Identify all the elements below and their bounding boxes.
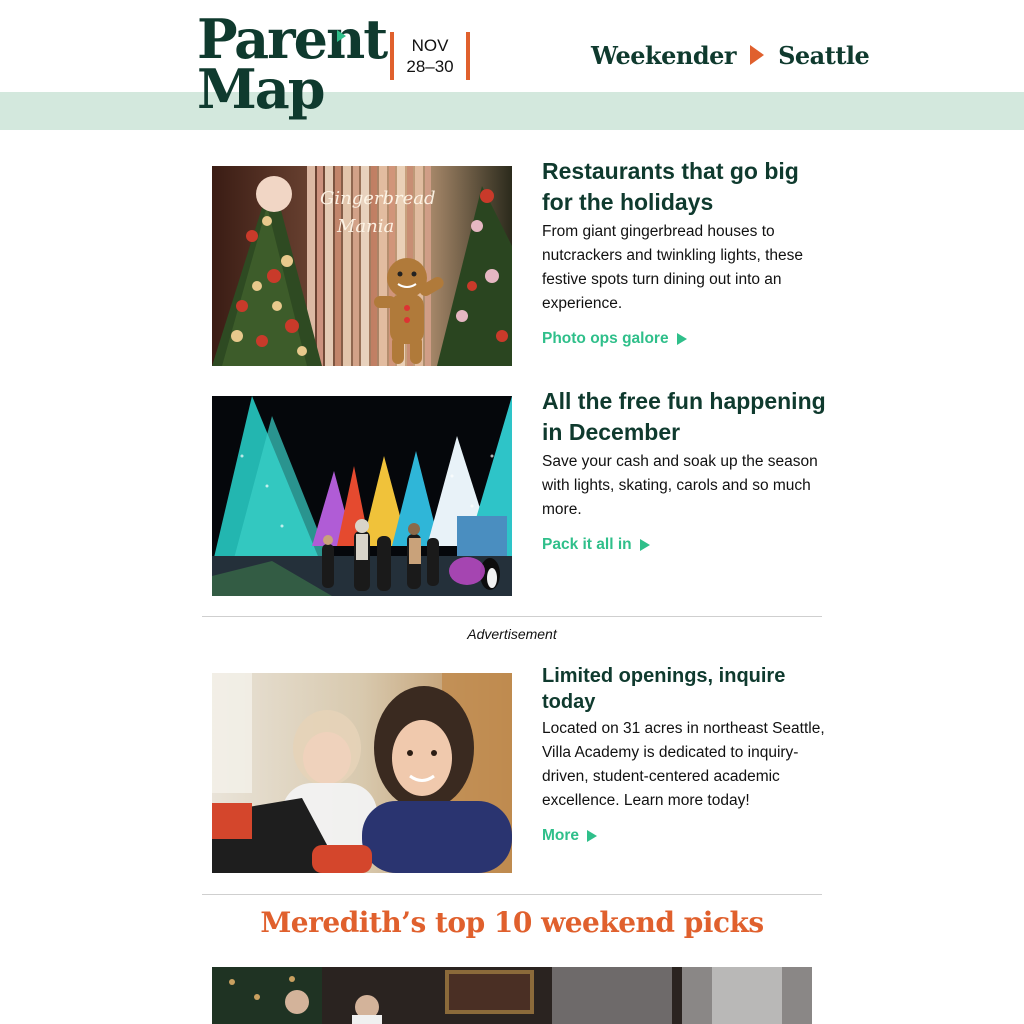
article-restaurants <box>212 158 824 366</box>
ad-headline[interactable]: Limited openings, inquire today <box>542 665 786 713</box>
newsletter-city: Seattle <box>778 40 870 70</box>
article-image-holiday-lights[interactable] <box>212 396 512 596</box>
article-blurb: From giant gingerbread houses to nutcrackers and twinkling lights, these festive spots turn dining out into an experience. <box>542 223 804 312</box>
photo-ops-link[interactable] <box>542 330 687 348</box>
neon-sign-line2: Mania <box>337 216 395 237</box>
section-divider <box>202 616 822 617</box>
article-free-fun <box>212 388 826 596</box>
arrow-right-icon <box>677 333 687 345</box>
cta-label: Pack it all in <box>542 536 632 553</box>
parentmap-logo[interactable] <box>197 7 387 124</box>
pack-it-all-in-link[interactable] <box>542 536 650 554</box>
ad-image-student[interactable] <box>212 673 512 873</box>
cta-label: Photo ops galore <box>542 330 669 347</box>
newsletter-title <box>591 38 869 72</box>
article-blurb: Save your cash and soak up the season with lights, skating, carols and so much more. <box>542 453 818 518</box>
article-headline[interactable]: All the free fun happening in December <box>542 388 826 445</box>
logo-word-map: Map <box>197 57 324 121</box>
date-range: 28–30 <box>406 57 454 76</box>
logo-word-parent: Parent <box>197 7 387 71</box>
advertisement-label: Advertisement <box>467 626 557 642</box>
article-text <box>542 386 827 554</box>
newsletter-header <box>0 0 1024 130</box>
neon-sign-line1: Gingerbread <box>320 188 436 209</box>
newsletter-name: Weekender <box>591 40 737 70</box>
advertisement-villa-academy <box>212 665 825 873</box>
ad-text <box>542 663 827 845</box>
article-text <box>542 156 827 348</box>
top-picks-heading: Meredith’s top 10 weekend picks <box>260 906 764 939</box>
header-band <box>0 92 1024 130</box>
date-month: NOV <box>411 36 449 55</box>
logo-play-icon <box>337 30 346 42</box>
play-arrow-icon <box>750 45 764 65</box>
top-picks-hero-image[interactable] <box>212 967 812 1024</box>
more-link[interactable] <box>542 827 597 845</box>
ad-blurb: Located on 31 acres in northeast Seattle, Villa Academy is dedicated to inquiry-driven, student-centered academic excellence. Learn more today! <box>542 720 825 809</box>
arrow-right-icon <box>587 830 597 842</box>
article-headline[interactable]: Restaurants that go big for the holidays <box>542 158 799 215</box>
article-image-gingerbread[interactable] <box>212 166 512 366</box>
date-badge <box>390 32 470 80</box>
arrow-right-icon <box>640 539 650 551</box>
cta-label: More <box>542 827 580 844</box>
section-divider <box>202 894 822 895</box>
